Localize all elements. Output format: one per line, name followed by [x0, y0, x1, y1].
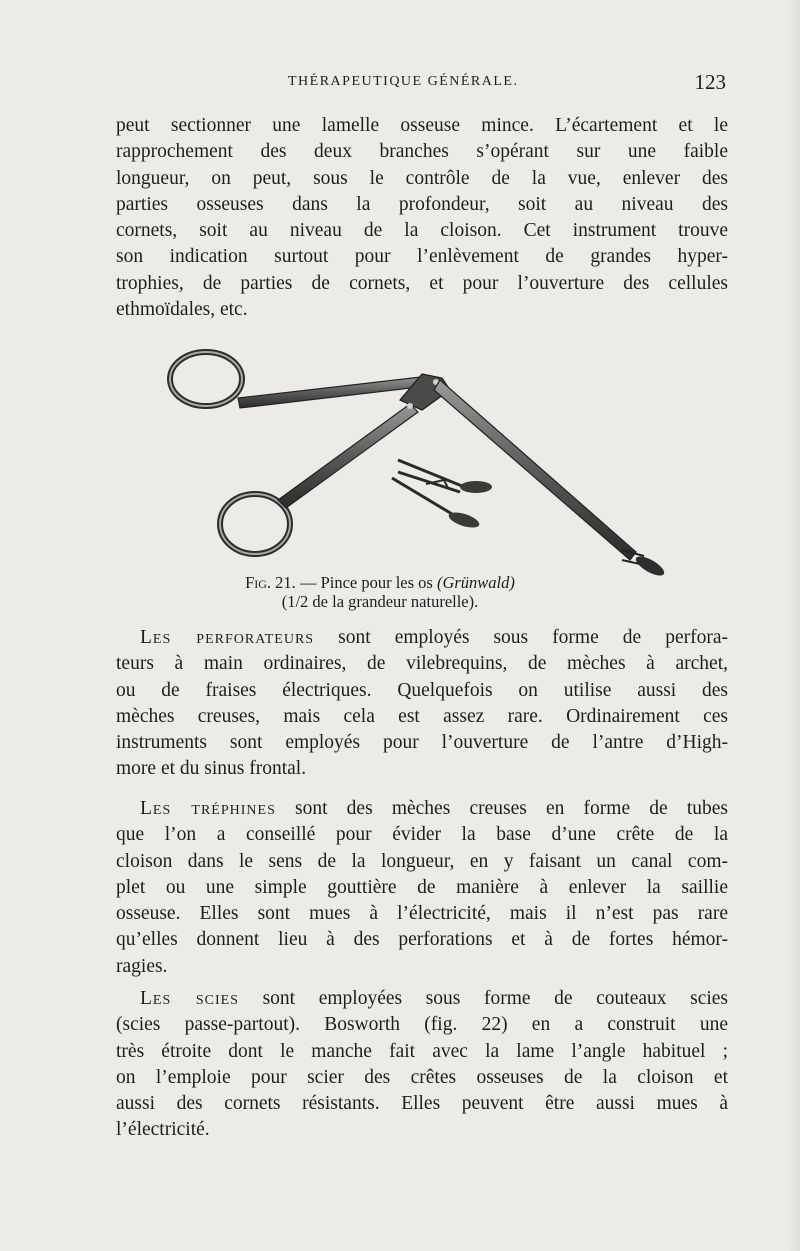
- section-lead: Les tréphines: [140, 798, 276, 819]
- paragraph-perforateurs: [116, 625, 728, 783]
- text-line: longueur, on peut, sous le contrôle de la vue, enlever des: [116, 167, 728, 189]
- text-line: ou de fraises électriques. Quelquefois on utilise aussi des: [116, 679, 728, 701]
- text-line: que l’on a conseillé pour évider la base d’une crête de la: [116, 824, 728, 846]
- figure-label: Fig. 21.: [245, 573, 296, 592]
- text-line: (scies passe-partout). Bosworth (fig. 22) en a construit une: [116, 1014, 728, 1036]
- text-line: qu’elles donnent lieu à des perforations et à de fortes hémor-: [116, 929, 728, 951]
- page-number: 123: [694, 70, 726, 94]
- text-line: [116, 796, 728, 822]
- paragraph-1: [116, 113, 728, 323]
- paragraph-scies: [116, 986, 728, 1144]
- text-line: aussi des cornets résistants. Elles peuvent être aussi mues à: [116, 1093, 728, 1115]
- text-line: ethmoïdales, etc.: [116, 299, 248, 321]
- line-rest: sont des mèches creuses en forme de tubes: [295, 798, 728, 819]
- text-line: mèches creuses, mais cela est assez rare. Ordinairement ces: [116, 705, 728, 727]
- text-line: parties osseuses dans la profondeur, soit au niveau des: [116, 193, 728, 215]
- figure-caption: [200, 573, 560, 611]
- page-header: [116, 72, 732, 96]
- text-line: [116, 986, 728, 1012]
- line-rest: sont employés sous forme de perfora-: [338, 627, 729, 648]
- jaw-detail: [392, 460, 492, 531]
- text-line: plet ou une simple gouttière de manière à enlever la saillie: [116, 876, 728, 898]
- forceps-illustration: [160, 338, 680, 578]
- text-line: teurs à main ordinaires, de vilebrequins, de mèches à archet,: [116, 653, 728, 675]
- text-line: ragies.: [116, 955, 168, 977]
- text-line: trophies, de parties de cornets, et pour l’ouverture des cellules: [116, 272, 728, 294]
- text-line: [116, 625, 728, 651]
- text-line: osseuse. Elles sont mues à l’électricité, mais il n’est pas rare: [116, 903, 728, 925]
- text-line: instruments sont employés pour l’ouverture de l’antre d’High-: [116, 732, 728, 754]
- figure-title: — Pince pour les os: [295, 573, 437, 592]
- text-line: très étroite dont le manche fait avec la lame l’angle habituel ;: [116, 1040, 728, 1062]
- text-line: cornets, soit au niveau de la cloison. Cet instrument trouve: [116, 220, 728, 242]
- upper-handle: [238, 376, 430, 408]
- text-line: more et du sinus frontal.: [116, 758, 307, 780]
- text-line: peut sectionner une lamelle osseuse mince. L’écartement et le: [116, 115, 728, 136]
- figure-author: (Grünwald): [436, 573, 515, 592]
- section-lead: Les perforateurs: [140, 627, 315, 648]
- running-title: THÉRAPEUTIQUE GÉNÉRALE.: [288, 74, 519, 89]
- text-line: l’électricité.: [116, 1119, 210, 1141]
- forceps-shaft: [434, 380, 636, 560]
- text-line: son indication surtout pour l’enlèvement de grandes hyper-: [116, 246, 728, 268]
- text-line: cloison dans le sens de la longueur, en y faisant un canal com-: [116, 850, 728, 872]
- text-line: on l’emploie pour scier des crêtes osseuses de la cloison et: [116, 1066, 728, 1088]
- caption-line-1: [200, 573, 560, 592]
- text-line: rapprochement des deux branches s’opérant sur une faible: [116, 141, 728, 163]
- lower-handle: [278, 404, 418, 508]
- paragraph-trephines: [116, 796, 728, 980]
- section-lead: Les scies: [140, 988, 239, 1009]
- figure-scale: (1/2 de la grandeur naturelle).: [281, 592, 479, 611]
- forceps-tip: [633, 553, 667, 578]
- line-rest: sont employées sous forme de couteaux scies: [262, 988, 729, 1009]
